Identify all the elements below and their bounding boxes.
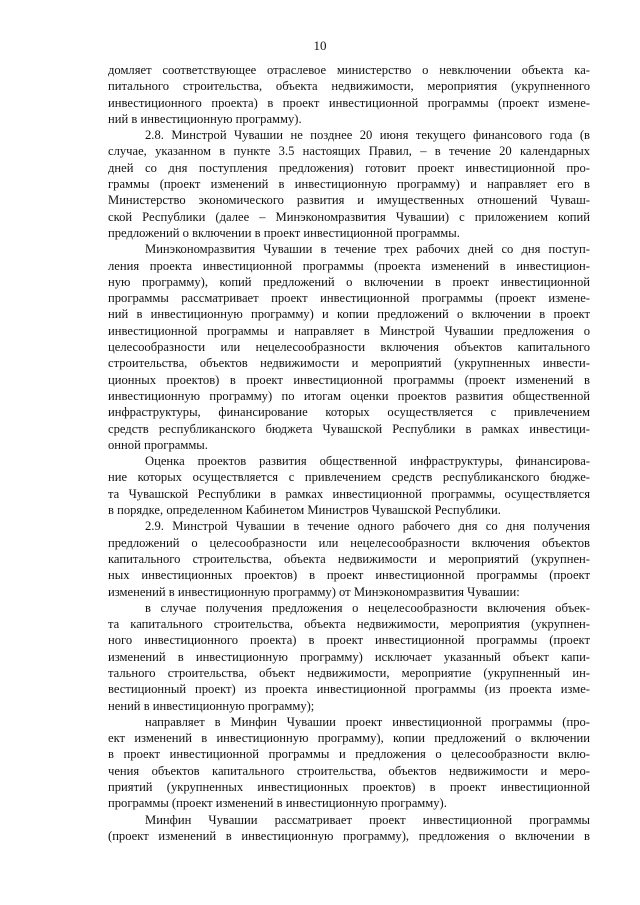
text-line: изменений в инвестиционную программу) исключает указанный объект капи- (108, 649, 590, 664)
text-line: онной программы. (108, 437, 208, 452)
text-line: Минэкономразвития Чувашии в течение трех рабочих дней со дня поступ- (145, 242, 590, 257)
text-line: ской Республики (далее – Минэкономразвития Чувашии) с приложением копий (108, 209, 590, 224)
text-line: предложений о включении в проект инвестиционной программы. (108, 225, 460, 240)
paragraph (108, 62, 590, 127)
document-body (108, 62, 590, 844)
text-line: инвестиционную программу) по итогам оценки проектов развития общественной (108, 388, 590, 403)
text-line: в случае получения предложения о нецелесообразности включения объек- (145, 600, 590, 615)
text-line: ных инвестиционных проектов) в проект инвестиционной программы (проект (108, 568, 590, 583)
text-line: изменений в инвестиционную программу) от Минэкономразвития Чувашии: (108, 584, 520, 599)
paragraph (108, 812, 590, 845)
text-line: питального строительства, объекта недвижимости, мероприятия (укрупненного (108, 79, 590, 94)
text-line: ную программу), копий предложений о включении в проект инвестиционной (108, 274, 590, 289)
text-line: программы рассматривает проект инвестиционной программы (проект измене- (108, 291, 590, 306)
paragraph (108, 241, 590, 453)
text-line: целесообразности или нецелесообразности включения объектов капитального (108, 340, 590, 355)
paragraph (108, 518, 590, 599)
text-line: ний в инвестиционную программу) и копии предложений о включении в проект (108, 307, 590, 322)
text-line: в проект инвестиционной программы и предложения о целесообразности вклю- (108, 747, 590, 762)
text-line: нений в инвестиционную программу); (108, 698, 315, 713)
text-line: приятий (укрупненных инвестиционных проектов) в проект инвестиционной (108, 780, 590, 795)
text-line: инфраструктуры, финансирование которых осуществляется с привлечением (108, 405, 590, 420)
text-line: та Чувашской Республики в рамках инвестиционной программы, осуществляется (108, 486, 590, 501)
text-line: ект изменений в инвестиционную программу), копии предложений о включении (108, 731, 590, 746)
text-line: ний в инвестиционную программу). (108, 111, 302, 126)
paragraph (108, 127, 590, 241)
text-line: та капитального строительства, объекта недвижимости, мероприятия (укрупнен- (108, 617, 590, 632)
text-line: Минфин Чувашии рассматривает проект инвестиционной программы (145, 812, 590, 827)
text-line: граммы (проект изменений в инвестиционную программу) и направляет его в (108, 177, 590, 192)
text-line: ного инвестиционного проекта) в проект инвестиционной программы (проект (108, 633, 590, 648)
text-line: направляет в Минфин Чувашии проект инвестиционной программы (про- (145, 714, 590, 729)
text-line: вестиционный проект) из проекта инвестиционной программы (из проекта изме- (108, 682, 590, 697)
text-line: предложений о целесообразности или нецелесообразности включения объектов (108, 535, 590, 550)
text-line: ционных проектов) в проект инвестиционной программы (проект изменений в (108, 372, 590, 387)
text-line: Министерство экономического развития и имущественных отношений Чуваш- (108, 193, 590, 208)
text-line: инвестиционной программы и направляет в Минстрой Чувашии предложения о (108, 323, 590, 338)
paragraph (108, 600, 590, 714)
text-line: Оценка проектов развития общественной инфраструктуры, финансирова- (145, 454, 590, 469)
text-line: (проект изменений в инвестиционную программу), предложения о включении в (108, 828, 590, 843)
text-line: 2.8. Минстрой Чувашии не позднее 20 июня текущего финансового года (в (145, 128, 590, 143)
text-line: капитального строительства, объекта недвижимости и мероприятий (укрупнен- (108, 551, 590, 566)
text-line: ние которых осуществляется с привлечением средств республиканского бюдже- (108, 470, 590, 485)
text-line: дней со дня поступления предложения) готовит проект инвестиционной про- (108, 160, 590, 175)
text-line: строительства, объектов недвижимости и мероприятий (укрупненных инвести- (108, 356, 590, 371)
text-line: случае, указанном в пункте 3.5 настоящих Правил, – в течение 20 календарных (108, 144, 590, 159)
page-number: 10 (313, 38, 327, 53)
text-line: средств республиканского бюджета Чувашской Республики в рамках инвестици- (108, 421, 590, 436)
text-line: тального строительства, объект недвижимости, мероприятие (укрупненный ин- (108, 665, 590, 680)
text-line: инвестиционного проекта) в проект инвестиционной программы (проект измене- (108, 95, 590, 110)
text-line: в порядке, определенном Кабинетом Министров Чувашской Республики. (108, 503, 501, 518)
paragraph (108, 453, 590, 518)
text-line: домляет соответствующее отраслевое министерство о невключении объекта ка- (108, 63, 590, 77)
text-line: 2.9. Минстрой Чувашии в течение одного рабочего дня со дня получения (145, 519, 590, 534)
text-line: программы (проект изменений в инвестиционную программу). (108, 796, 447, 811)
text-line: чения объектов капитального строительства, объектов недвижимости и меро- (108, 763, 590, 778)
text-line: ления проекта инвестиционной программы (проекта изменений в инвестицион- (108, 258, 590, 273)
paragraph (108, 714, 590, 812)
